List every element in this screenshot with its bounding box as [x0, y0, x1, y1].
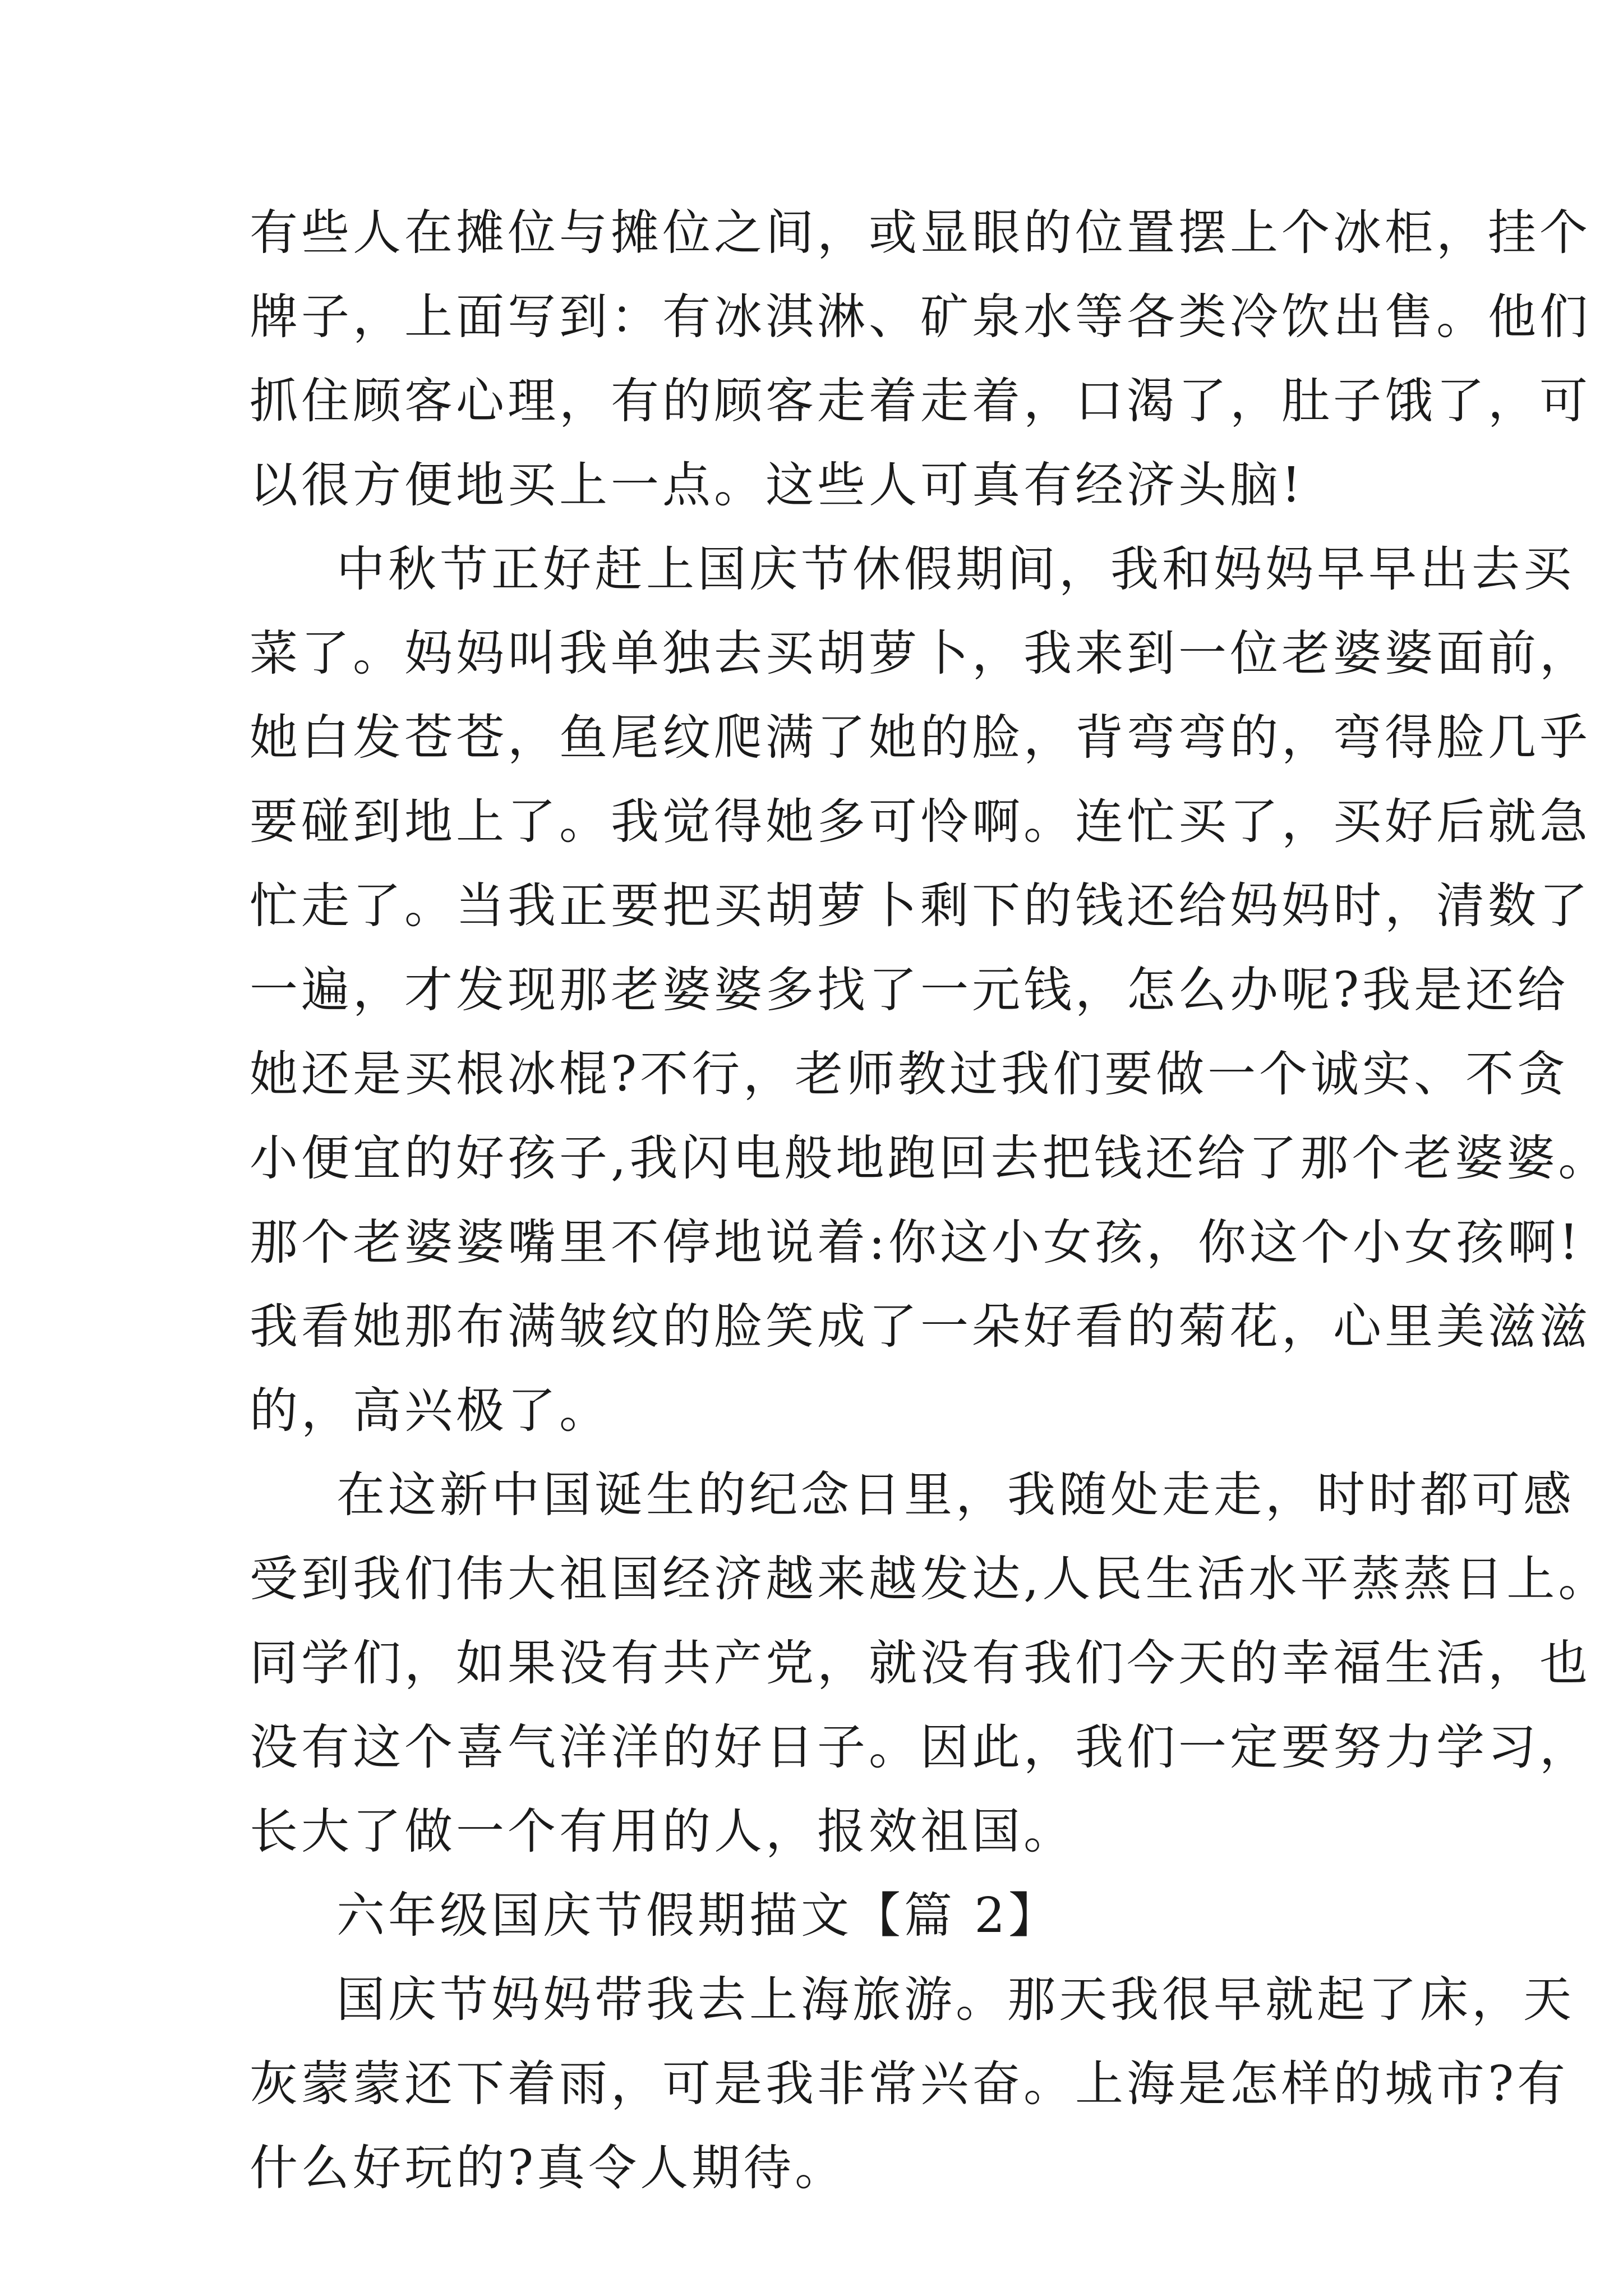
text-line: 长大了做一个有用的人，报效祖国。 — [250, 1803, 1075, 1860]
text-line: 要碰到地上了。我觉得她多可怜啊。连忙买了，买好后就急 — [250, 794, 1591, 850]
text-line: 的，高兴极了。 — [250, 1383, 611, 1439]
text-line: 她还是买根冰棍?不行，老师教过我们要做一个诚实、不贪 — [250, 1046, 1569, 1102]
section-heading: 六年级国庆节假期描文【篇 2】 — [336, 1888, 1061, 1944]
text-line: 抓住顾客心理，有的顾客走着走着，口渴了，肚子饿了，可 — [250, 373, 1591, 429]
text-line: 那个老婆婆嘴里不停地说着:你这小女孩，你这个小女孩啊! — [250, 1214, 1582, 1271]
text-line: 有些人在摊位与摊位之间，或显眼的位置摆上个冰柜，挂个 — [250, 205, 1591, 261]
paragraph-start-line: 在这新中国诞生的纪念日里，我随处走走，时时都可感 — [336, 1467, 1575, 1523]
text-line: 以很方便地买上一点。这些人可真有经济头脑! — [250, 457, 1304, 513]
text-line: 她白发苍苍，鱼尾纹爬满了她的脸，背弯弯的，弯得脸几乎 — [250, 710, 1591, 766]
text-line: 没有这个喜气洋洋的好日子。因此，我们一定要努力学习， — [250, 1719, 1591, 1775]
text-line: 一遍，才发现那老婆婆多找了一元钱，怎么办呢?我是还给 — [250, 962, 1569, 1018]
text-line: 什么好玩的?真令人期待。 — [250, 2140, 847, 2196]
text-line: 受到我们伟大祖国经济越来越发达,人民生活水平蒸蒸日上。 — [250, 1551, 1610, 1607]
text-line: 菜了。妈妈叫我单独去买胡萝卜，我来到一位老婆婆面前， — [250, 625, 1591, 682]
text-line: 灰蒙蒙还下着雨，可是我非常兴奋。上海是怎样的城市?有 — [250, 2056, 1569, 2112]
text-line: 我看她那布满皱纹的脸笑成了一朵好看的菊花，心里美滋滋 — [250, 1299, 1591, 1355]
text-line: 牌子，上面写到：有冰淇淋、矿泉水等各类冷饮出售。他们 — [250, 289, 1591, 345]
paragraph-start-line: 中秋节正好赶上国庆节休假期间，我和妈妈早早出去买 — [336, 541, 1575, 597]
paragraph-start-line: 国庆节妈妈带我去上海旅游。那天我很早就起了床，天 — [336, 1972, 1575, 2028]
text-line: 同学们，如果没有共产党，就没有我们今天的幸福生活，也 — [250, 1635, 1591, 1691]
text-line: 小便宜的好孩子,我闪电般地跑回去把钱还给了那个老婆婆。 — [250, 1130, 1610, 1186]
text-line: 忙走了。当我正要把买胡萝卜剩下的钱还给妈妈时，清数了 — [250, 878, 1591, 934]
